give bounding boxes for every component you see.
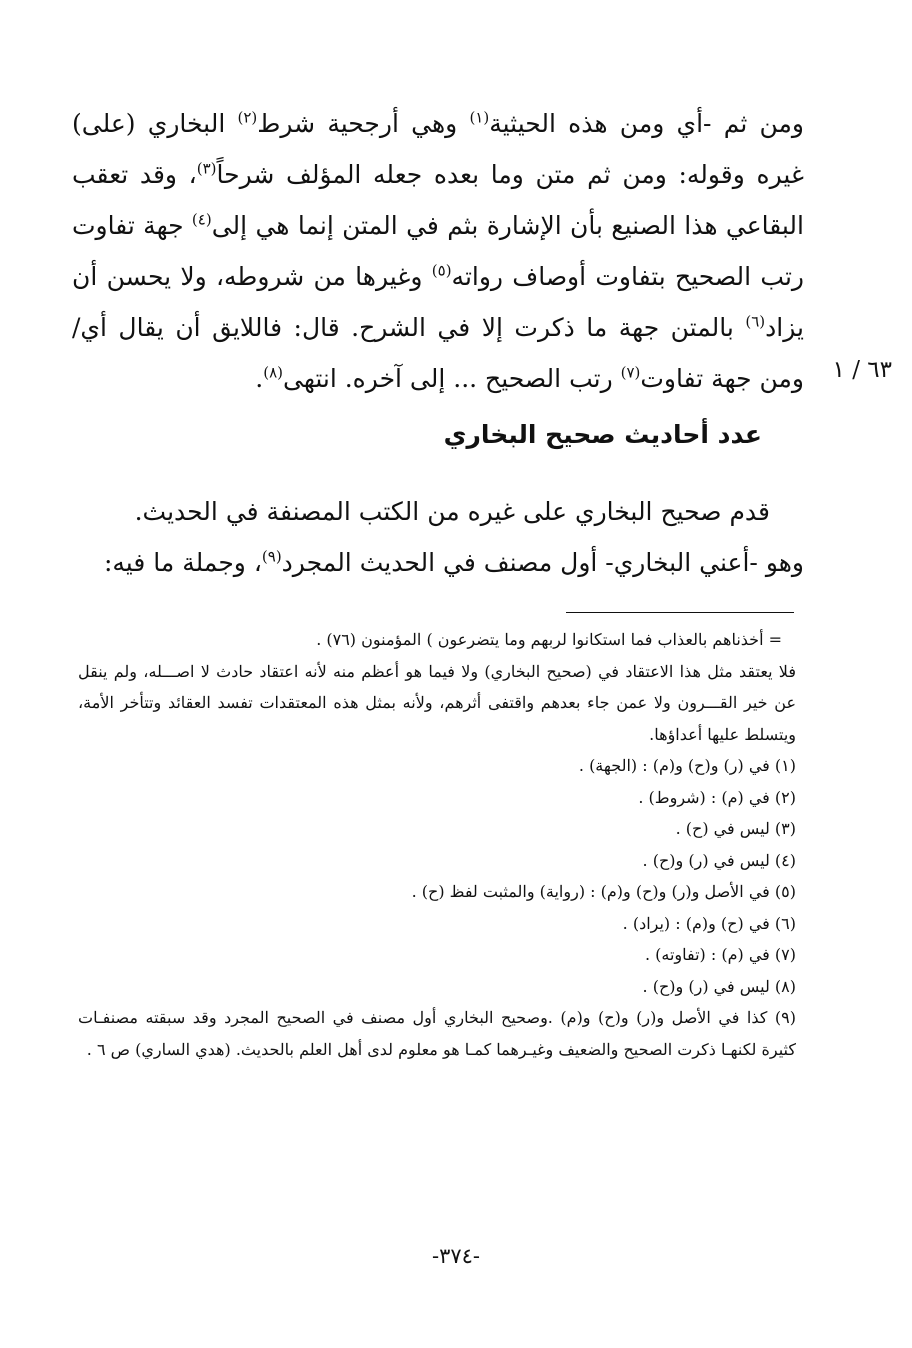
footnote-text: في (م) : (تفاوته) . (644, 945, 775, 964)
text-run: . (255, 364, 264, 393)
footnote-item (78, 971, 796, 1003)
footnote-marker[interactable]: (٨) (263, 363, 283, 382)
text-run: بالمتن جهة ما ذكرت إلا في الشرح. قال: فاللايق أن يقال أي/ ومن جهة تفاوت (72, 313, 804, 393)
main-paragraph (72, 98, 804, 404)
footnote-item (78, 750, 796, 782)
footnote-item (78, 782, 796, 814)
footnote-text: في (م) : (شروط) . (638, 787, 775, 807)
text-run: رتب الصحيح ... إلى آخره. انتهى (282, 364, 621, 393)
footnote-paragraph: فلا يعتقد مثل هذا الاعتقاد في (صحيح البخاري) ولا فيما هو أعظم منه لأنه اعتقاد حادث لا اصـــله، ولم ينقل عن خير القـــرون ولا عمن جاء بعدهم واقتفى أثرهم، ولأنه بمثل هذه المعتقدات تفسد العقائد وتتأخر الأمة، ويتسلط عليها أعداؤها. (78, 661, 796, 744)
section-line-2 (72, 537, 804, 588)
footnote-text: في (ر) و(ح) و(م) : (الجهة) . (578, 756, 775, 775)
text-run: ومن ثم -أي ومن هذه الحيثية (489, 109, 804, 138)
footnote-text: ليس في (ر) و(ح) . (642, 850, 775, 870)
section-line-1: قدم صحيح البخاري على غيره من الكتب المصنفة في الحديث. (134, 497, 770, 526)
section-paragraph (72, 486, 804, 588)
text-run: وهو -أعني البخاري- أول مصنف في الحديث المجرد (281, 548, 804, 577)
manuscript-folio-reference: ٦٣ / ١ (832, 357, 892, 383)
footnote-item (78, 939, 796, 971)
text-run: وهي أرجحية شرط (257, 109, 470, 138)
footnote-marker[interactable]: (٤) (191, 210, 212, 229)
footnote-number: (٥) (774, 882, 796, 901)
footnote-number: (٦) (774, 913, 796, 933)
footnote-list (78, 750, 796, 1002)
text-run: البخاري (على) غيره وقوله: ومن ثم متن وما بعده جعله المؤلف شرحاً (72, 109, 804, 189)
main-text (72, 98, 804, 404)
text-run: ، وجملة ما فيه: (103, 548, 262, 577)
footnote-number: (٩) (774, 1008, 796, 1027)
footnote-number: (٧) (774, 945, 796, 964)
page-number: -٣٧٤- (431, 1244, 481, 1268)
footnote-number: (٤) (774, 850, 796, 870)
footnote-number: (١) (774, 756, 796, 775)
footnote-continued: = أخذناهم بالعذاب فما استكانوا لربهم وما يتضرعون ) المؤمنون (٧٦) . (316, 630, 782, 649)
footnote-marker[interactable]: (٥) (431, 261, 452, 280)
footnote-item (78, 1002, 796, 1065)
footnote-marker[interactable]: (١) (469, 108, 490, 127)
footnote-item (78, 813, 796, 845)
footnote-marker[interactable]: (٩) (261, 547, 282, 566)
text-run: ، وقد تعقب البقاعي هذا الصنيع بأن الإشارة بثم في المتن إنما هي إلى (72, 160, 804, 240)
text-run: وغيرها من شروطه، ولا يحسن أن يزاد (72, 262, 804, 342)
footnote-item (78, 845, 796, 877)
footnote-marker[interactable]: (٣) (196, 159, 217, 178)
footnote-text: في (ح) و(م) : (يراد) . (622, 913, 775, 933)
footnote-text: كذا في الأصل و(ر) و(ح) و(م) .وصحيح البخاري أول مصنف في الصحيح المجرد وقد سبقته مصنفـات كثيرة لكنهـا ذكرت الصحيح والضعيف وغيـرهما كمـا هو معلوم لدى أهل العلم بالحديث. (هدي الساري) ص ٦ . (78, 1008, 796, 1059)
footnote-separator (566, 612, 794, 613)
section-heading: عدد أحاديث صحيح البخاري (443, 420, 762, 449)
footnote-marker[interactable]: (٦) (745, 312, 766, 331)
footnote-text: في الأصل و(ر) و(ح) و(م) : (رواية) والمثبت لفظ (ح) . (411, 882, 775, 901)
footnote-number: (٣) (774, 819, 796, 838)
footnote-item (78, 876, 796, 908)
footnote-number: (٨) (774, 976, 796, 996)
footnote-text: ليس في (ح) . (675, 819, 775, 838)
footnote-marker[interactable]: (٧) (620, 363, 641, 382)
footnote-item (78, 908, 796, 940)
footnote-marker[interactable]: (٢) (237, 108, 258, 127)
text-run: جهة تفاوت رتب الصحيح بتفاوت أوصاف رواته (72, 211, 804, 291)
footnote-number: (٢) (774, 787, 796, 807)
footnotes (78, 624, 796, 1065)
footnote-text: ليس في (ر) و(ح) . (642, 976, 775, 996)
